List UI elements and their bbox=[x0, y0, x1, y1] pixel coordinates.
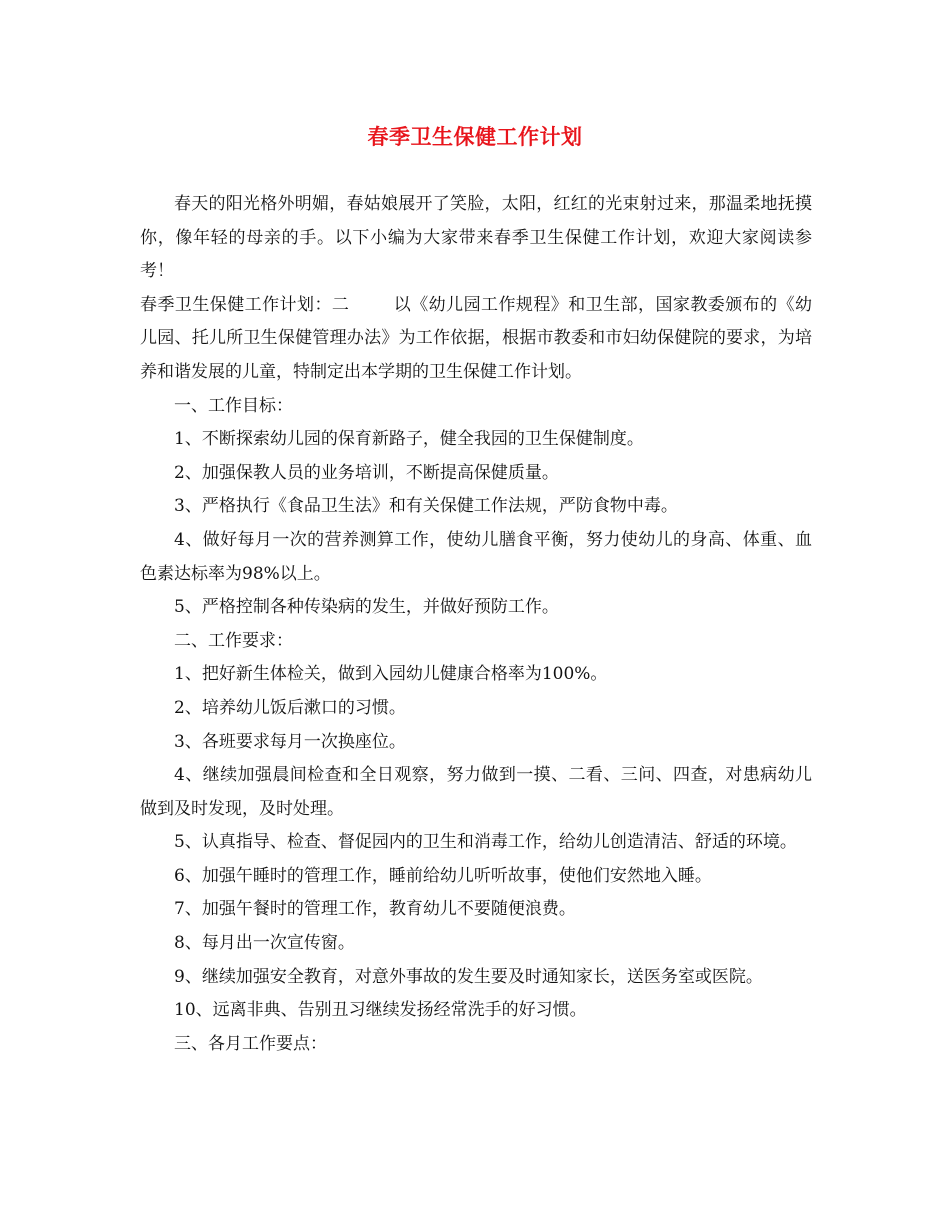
requirement-item: 7、加强午餐时的管理工作，教育幼儿不要随便浪费。 bbox=[174, 899, 576, 920]
lead-paragraph bbox=[140, 289, 812, 390]
section-heading-goals: 一、工作目标： bbox=[174, 395, 293, 416]
lead-label: 春季卫生保健工作计划：二 bbox=[140, 294, 350, 315]
requirement-item: 4、继续加强晨间检查和全日观察，努力做到一摸、二看、三问、四查，对患病幼儿做到及时发现，及时处理。 bbox=[140, 765, 812, 819]
section-heading-requirements: 二、工作要求： bbox=[174, 630, 293, 651]
requirement-item: 5、认真指导、检查、督促园内的卫生和消毒工作，给幼儿创造清洁、舒适的环境。 bbox=[174, 832, 797, 853]
goal-item: 4、做好每月一次的营养测算工作，使幼儿膳食平衡，努力使幼儿的身高、体重、血色素达标率为98%以上。 bbox=[140, 529, 812, 584]
document-body bbox=[140, 188, 812, 1061]
goal-item: 5、严格控制各种传染病的发生，并做好预防工作。 bbox=[174, 597, 559, 618]
requirement-item: 1、把好新生体检关，做到入园幼儿健康合格率为100%。 bbox=[174, 664, 608, 685]
intro-paragraph: 春天的阳光格外明媚，春姑娘展开了笑脸，太阳，红红的光束射过来，那温柔地抚摸你，像年轻的母亲的手。以下小编为大家带来春季卫生保健工作计划，欢迎大家阅读参考！ bbox=[140, 194, 812, 282]
goal-item: 1、不断探索幼儿园的保育新路子，健全我园的卫生保健制度。 bbox=[174, 429, 644, 450]
requirement-item: 10、远离非典、告别丑习继续发扬经常洗手的好习惯。 bbox=[174, 1000, 587, 1021]
goal-item: 2、加强保教人员的业务培训，不断提高保健质量。 bbox=[174, 462, 559, 483]
goal-item: 3、严格执行《食品卫生法》和有关保健工作法规，严防食物中毒。 bbox=[174, 496, 678, 517]
requirement-item: 3、各班要求每月一次换座位。 bbox=[174, 731, 406, 752]
requirement-item: 2、培养幼儿饭后漱口的习惯。 bbox=[174, 697, 406, 718]
section-heading-monthly: 三、各月工作要点： bbox=[174, 1033, 327, 1054]
requirement-item: 9、继续加强安全教育，对意外事故的发生要及时通知家长，送医务室或医院。 bbox=[174, 966, 763, 987]
requirement-item: 6、加强午睡时的管理工作，睡前给幼儿听听故事，使他们安然地入睡。 bbox=[174, 865, 712, 886]
lead-text: 以《幼儿园工作规程》和卫生部，国家教委颁布的《幼儿园、托儿所卫生保健管理办法》为工作依据，根据市教委和市妇幼保健院的要求，为培养和谐发展的儿童，特制定出本学期的卫生保健工作计划。 bbox=[140, 294, 813, 382]
document-title: 春季卫生保健工作计划 bbox=[367, 124, 583, 149]
requirement-item: 8、每月出一次宣传窗。 bbox=[174, 933, 355, 954]
